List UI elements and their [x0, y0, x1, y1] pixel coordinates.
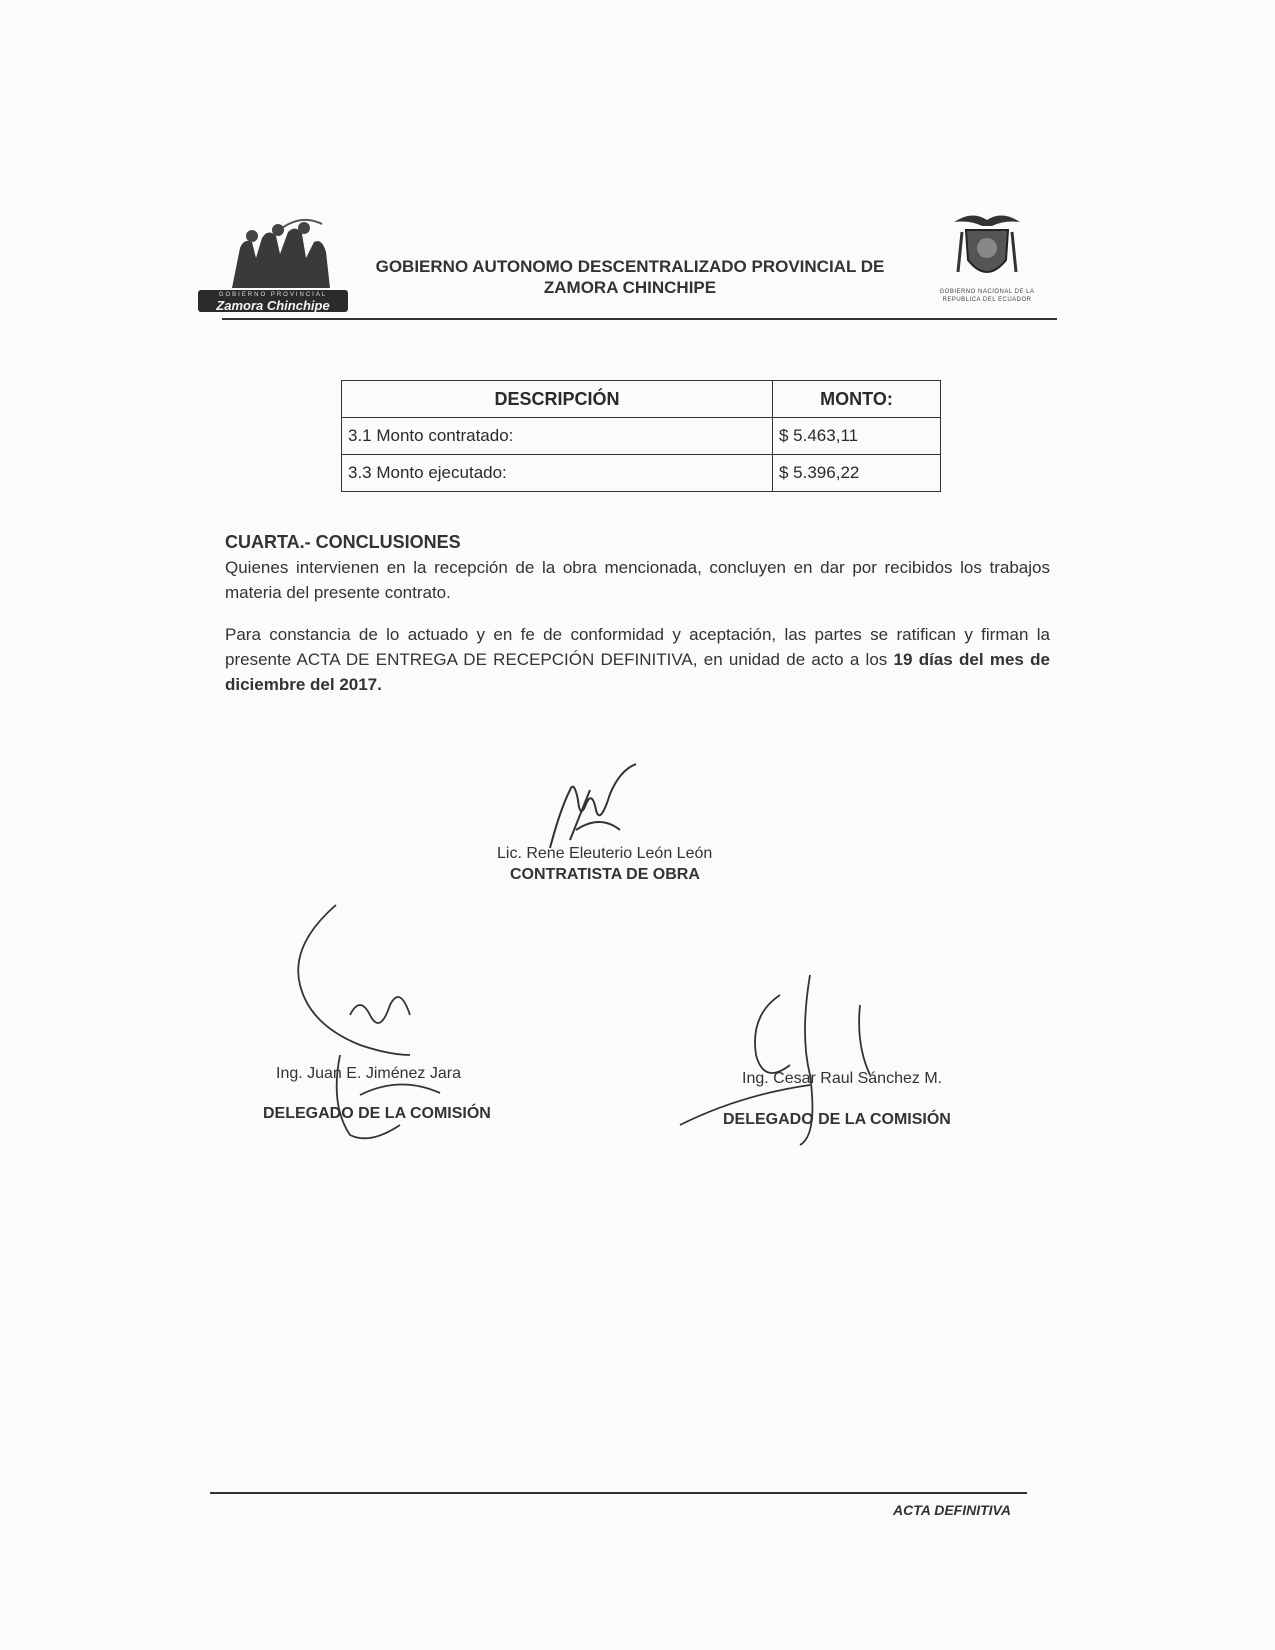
header-title-line1: GOBIERNO AUTONOMO DESCENTRALIZADO PROVINCIAL DE — [375, 257, 885, 276]
month-year-text: del mes de diciembre del 2017. — [225, 650, 1050, 694]
ratification-text: Para constancia de lo actuado y en fe de conformidad y aceptación, las partes se ratifican y firman la presente ACTA DE ENTREGA DE RECEPCIÓN DEFINITIVA, en unidad de acto a los — [225, 625, 1050, 669]
left-delegate-role: DELEGADO DE LA COMISIÓN — [263, 1105, 491, 1122]
people-silhouette-icon — [222, 218, 332, 288]
header-title-line2: ZAMORA CHINCHIPE — [543, 278, 717, 297]
day-text: 19 días — [893, 650, 953, 669]
header-divider — [222, 318, 1057, 320]
footer-divider — [210, 1492, 1027, 1494]
right-logo-line2: REPUBLICA DEL ECUADOR — [942, 297, 1032, 303]
row-description: 3.1 Monto contratado: — [342, 418, 773, 455]
conclusions-paragraph: Quienes intervienen en la recepción de la obra mencionada, concluyen en dar por recibidos los trabajos materia del presente contrato. — [225, 558, 1050, 602]
row-amount: $ 5.396,22 — [773, 455, 941, 492]
logo-top-text: GOBIERNO PROVINCIAL — [218, 292, 328, 298]
table-row — [342, 455, 941, 492]
right-logo-line1: GOBIERNO NACIONAL DE LA — [939, 289, 1035, 295]
row-description: 3.3 Monto ejecutado: — [342, 455, 773, 492]
right-delegate-name: Ing. Cesar Raul Sánchez M. — [742, 1070, 943, 1087]
column-header-description: DESCRIPCIÓN — [342, 381, 773, 418]
footer-label: ACTA DEFINITIVA — [893, 1502, 1011, 1518]
header-title — [350, 256, 910, 298]
ratification-paragraph — [225, 622, 1050, 697]
column-header-amount: MONTO: — [773, 381, 941, 418]
ecuador-coat-of-arms-logo — [932, 210, 1042, 310]
table-row — [342, 418, 941, 455]
table-header-row — [342, 381, 941, 418]
coat-of-arms-icon — [932, 210, 1042, 286]
provincial-government-logo — [198, 212, 348, 314]
right-delegate-role: DELEGADO DE LA COMISIÓN — [723, 1111, 951, 1128]
contractor-name: Lic. Rene Eleuterio León León — [497, 845, 713, 862]
left-delegate-name: Ing. Juan E. Jiménez Jara — [276, 1065, 461, 1082]
logo-main-text: Zamora Chinchipe — [216, 298, 330, 313]
contractor-role: CONTRATISTA DE OBRA — [510, 866, 700, 883]
amounts-table — [341, 380, 941, 492]
row-amount: $ 5.463,11 — [773, 418, 941, 455]
section-title: CUARTA.- CONCLUSIONES — [225, 532, 461, 552]
